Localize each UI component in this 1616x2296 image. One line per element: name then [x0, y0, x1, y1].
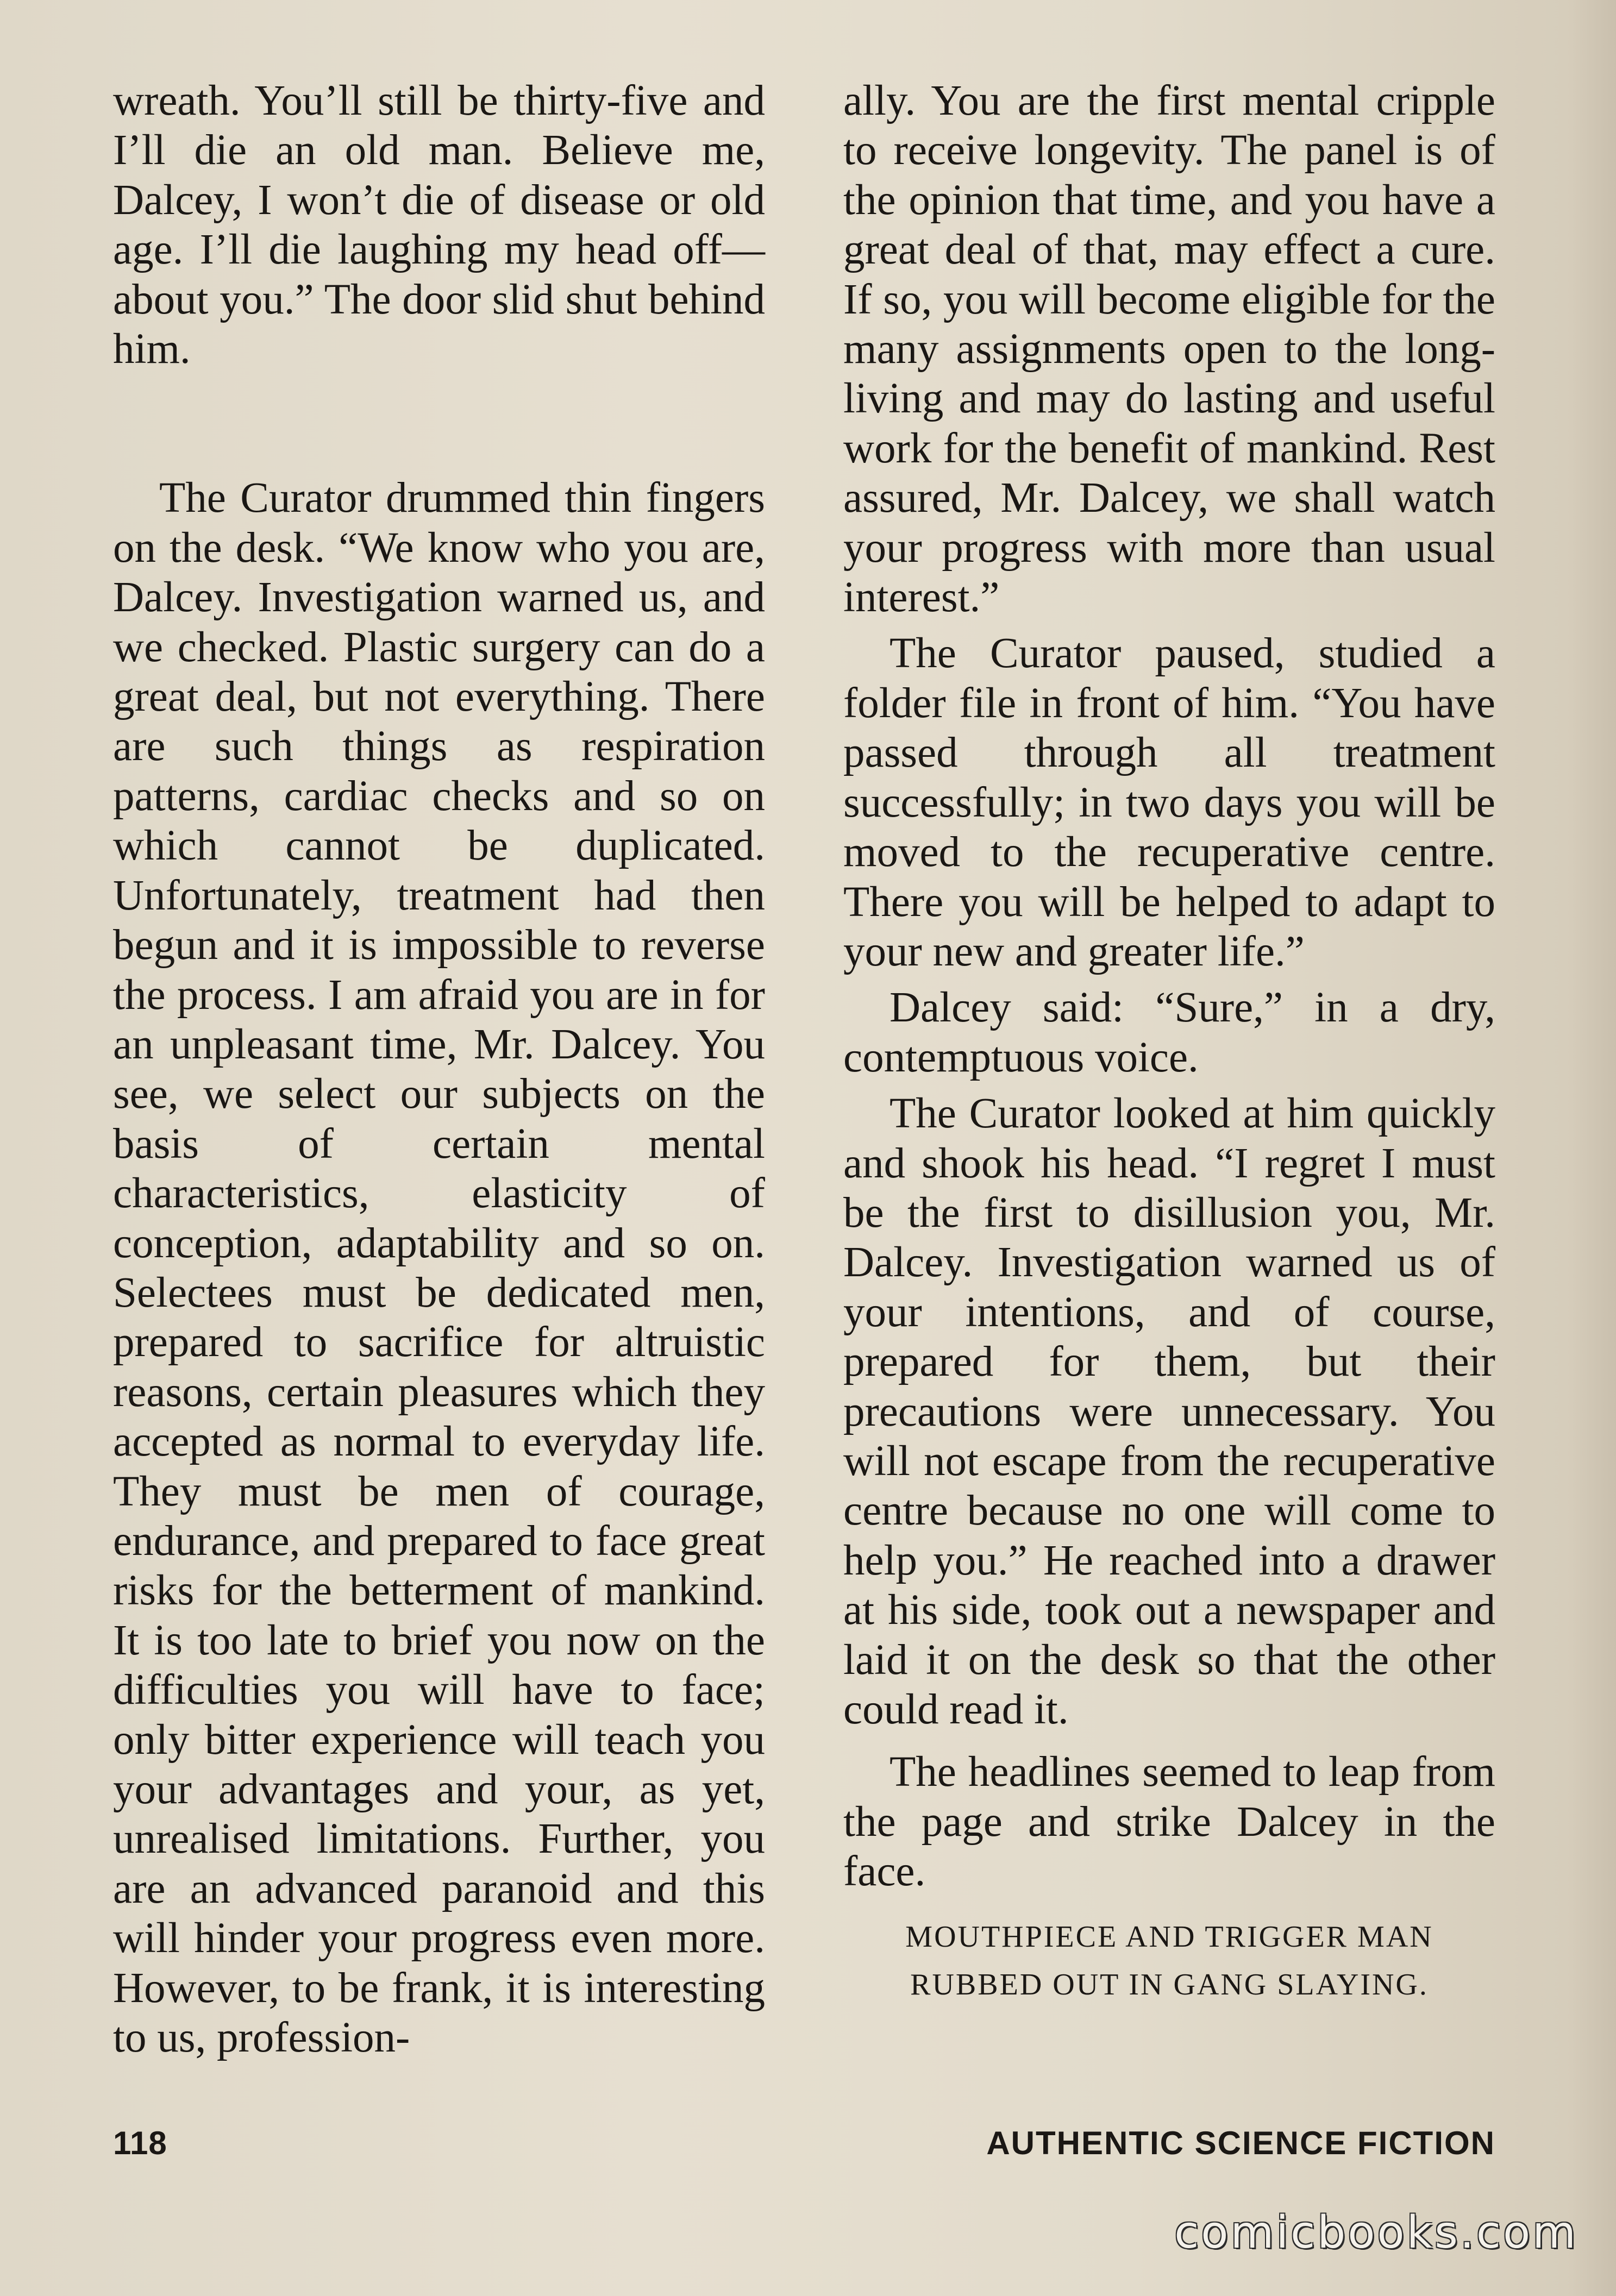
paragraph: The Curator drummed thin fingers on the desk. “We know who you are, Dalcey. Investigation warned us, and we checked. Plastic surgery can do a great deal, but not everything. There are such things as respiration patterns, cardiac checks and so on which cannot be duplicated. Unfortunately, treatment had then begun and it is impossible to reverse the process. I am afraid you are in for an unpleasant time, Mr. Dalcey. You see, we select our subjects on the basis of certain mental characteristics, elasticity of conception, adaptability and so on. Selectees must be dedicated men, prepared to sacrifice for altruistic reasons, certain pleasures which they accepted as normal to everyday life. They must be men of courage, endurance, and prepared to face great risks for the betterment of mankind. It is too late to brief you now on the difficulties you will have to face; only bitter experience will teach you your advantages and your, as yet, unrealised limitations. Further, you are an advanced paranoid and this will hinder your progress even more. However, to be frank, it is interesting to us, profession- [113, 474, 765, 2062]
headline-line: RUBBED OUT IN GANG SLAYING. [910, 1967, 1429, 2002]
left-text-column [113, 76, 765, 2062]
paragraph: The Curator looked at him quickly and shook his head. “I regret I must be the first to disillusion you, Mr. Dalcey. Investigation warned us of your intentions, and of course, prepared for them, but their precautions were unnecessary. You will not escape from the recuperative centre because no one will come to help you.” He reached into a drawer at his side, took out a newspaper and laid it on the desk so that the other could read it. [843, 1090, 1495, 1733]
paragraph: Dalcey said: “Sure,” in a dry, contemptuous voice. [843, 984, 1495, 1081]
paragraph: ally. You are the first mental cripple to receive longevity. The panel is of the opinion that time, and you have a great deal of that, may effect a cure. If so, you will become eligible for the many assignments open to the long-living and may do lasting and useful work for the benefit of mankind. Rest assured, Mr. Dalcey, we shall watch your progress with more than usual interest.” [843, 77, 1495, 622]
right-text-column [843, 76, 1495, 2009]
watermark: comicbooks.com [1174, 2207, 1578, 2259]
paragraph: The Curator paused, studied a folder file in front of him. “You have passed through all treatment successfully; in two days you will be moved to the recuperative centre. There you will be helped to adapt to your new and greater life.” [843, 630, 1495, 975]
headline-line: MOUTHPIECE AND TRIGGER MAN [905, 1919, 1433, 1954]
paragraph: wreath. You’ll still be thirty-five and I’ll die an old man. Believe me, Dalcey, I won’t die of disease or old age. I’ll die laughing my head off—about you.” The door slid shut behind him. [113, 77, 765, 373]
page-number: 118 [113, 2125, 167, 2161]
newspaper-headline [843, 1913, 1495, 2009]
magazine-title: AUTHENTIC SCIENCE FICTION [986, 2125, 1495, 2161]
paragraph: The headlines seemed to leap from the page and strike Dalcey in the face. [843, 1748, 1495, 1896]
